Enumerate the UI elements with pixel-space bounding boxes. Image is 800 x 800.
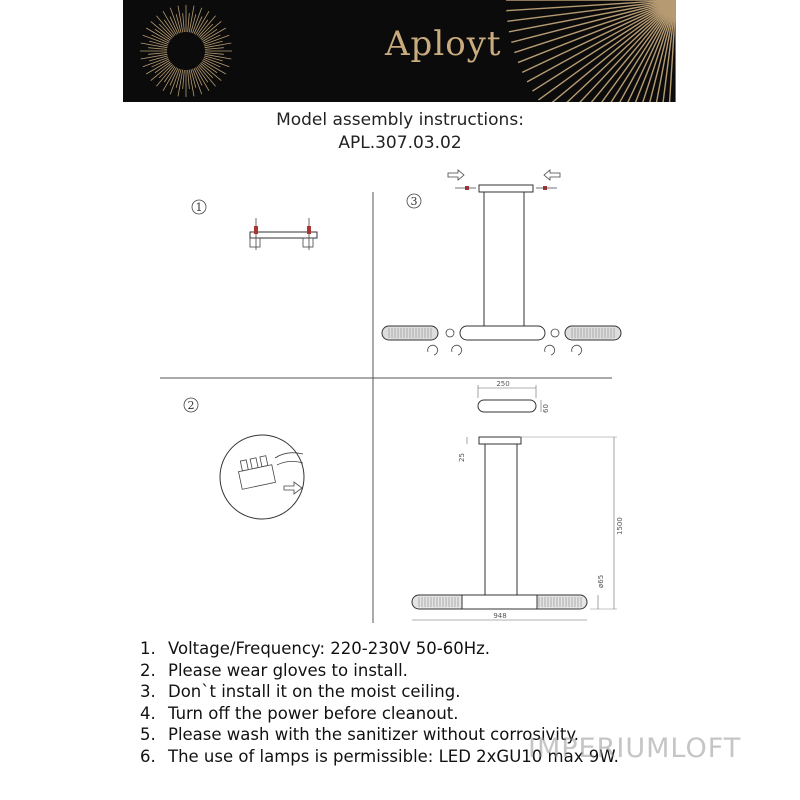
watermark: IMPERIUMLOFT	[528, 733, 742, 764]
rotate-arrow-icon	[545, 345, 555, 355]
list-item: 4. Turn off the power before cleanout.	[140, 703, 459, 723]
step-2-panel	[184, 398, 304, 519]
dim-lamp-diameter: ø65	[597, 574, 605, 588]
brand-name: Aployt	[385, 24, 502, 64]
dimension-panel	[412, 380, 624, 620]
step-3-panel	[382, 170, 621, 355]
rotate-arrow-icon	[452, 345, 462, 355]
list-item: 2. Please wear gloves to install.	[140, 660, 408, 680]
list-item: 6. The use of lamps is permissible: LED 2xGU10 max 9W.	[140, 746, 619, 766]
arrow-right-icon	[448, 170, 464, 180]
document-title: Model assembly instructions:	[276, 110, 524, 130]
model-number: APL.307.03.02	[338, 133, 462, 153]
step-1-number: 1	[195, 201, 203, 214]
dim-total-height: 1500	[616, 517, 624, 535]
dim-canopy-height: 25	[458, 453, 466, 462]
step-1-panel	[192, 200, 317, 250]
arrow-left-icon	[544, 170, 560, 180]
list-item: 1. Voltage/Frequency: 220-230V 50-60Hz.	[140, 639, 491, 658]
rotate-arrow-icon	[572, 345, 582, 355]
step-3-number: 3	[410, 195, 418, 208]
dim-top-width: 250	[496, 380, 510, 388]
rotate-arrow-icon	[428, 345, 438, 355]
step-2-number: 2	[187, 399, 195, 412]
dim-total-width: 948	[493, 612, 507, 620]
dim-top-height: 60	[542, 404, 550, 413]
list-item: 3. Don`t install it on the moist ceiling.	[140, 682, 461, 702]
list-item: 5. Please wash with the sanitizer without corrosivity.	[140, 725, 580, 745]
